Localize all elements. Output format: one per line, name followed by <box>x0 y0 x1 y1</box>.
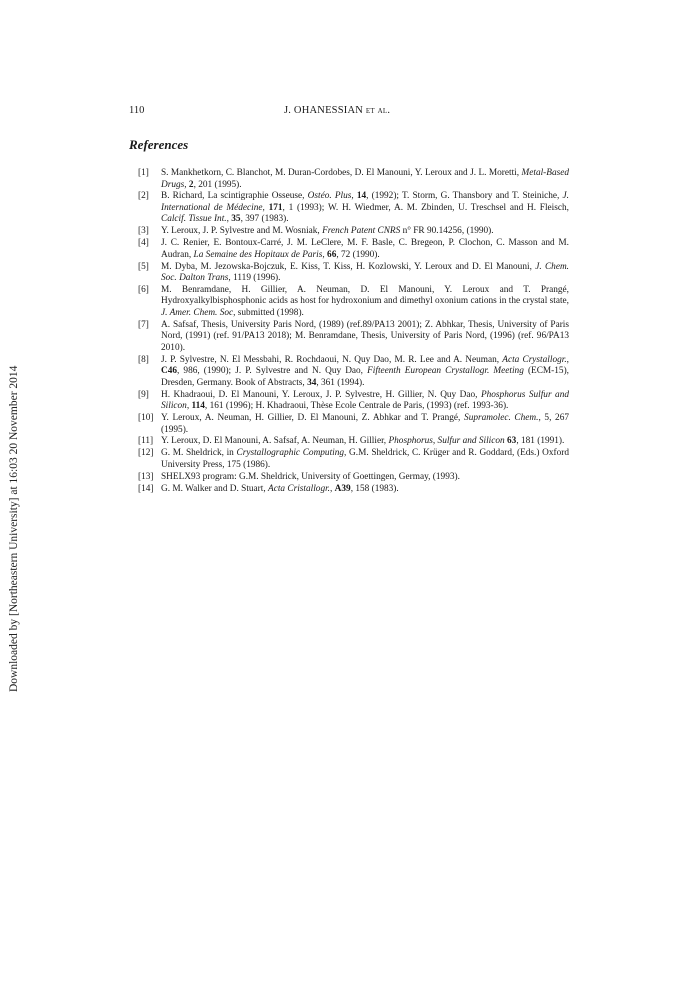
reference-list <box>129 168 569 495</box>
reference-title-italic: Phosphorus, Sulfur and Silicon <box>388 436 505 447</box>
reference-volume-bold: 114 <box>191 401 205 412</box>
reference-text: Y. Leroux, J. P. Sylvestre and M. Wosniak, <box>161 226 323 237</box>
reference-text: , <box>226 214 232 225</box>
reference-text: Y. Leroux, D. El Manouni, A. Safsaf, A. Neuman, H. Gillier, <box>161 436 389 447</box>
reference-text: , <box>262 202 269 213</box>
reference-text: , 181 (1991). <box>516 436 565 447</box>
reference-text: S. Mankhetkorn, C. Blanchot, M. Duran-Cordobes, D. El Manouni, Y. Leroux and J. L. Moretti, <box>161 168 522 178</box>
reference-item <box>129 191 569 226</box>
reference-title-italic: Calcif. Tissue Int. <box>161 214 227 225</box>
reference-number: [3] <box>138 226 149 237</box>
reference-text: J. P. Sylvestre, N. El Messbahi, R. Rochdaoui, N. Quy Dao, M. R. Lee and A. Neuman, <box>161 354 503 365</box>
reference-item <box>129 168 569 191</box>
reference-text: , 201 (1995). <box>193 179 242 190</box>
reference-text: A. Safsaf, Thesis, University Paris Nord, (1989) (ref.89/PA13 2001); Z. Abhkar, Thesis, University of Paris Nord, (1991) (ref. 91/PA13 2018); M. Benramdane, Thesis, University of Paris Nord, (1996) (ref. 96/PA13 2010). <box>161 319 569 353</box>
reference-text: B. Richard, La scintigraphie Osseuse, <box>161 191 308 202</box>
reference-volume-bold: 34 <box>307 377 317 388</box>
page-header <box>129 104 569 118</box>
reference-text: , <box>351 191 357 202</box>
reference-item <box>129 413 569 436</box>
reference-number: [10] <box>138 413 154 424</box>
reference-text: , 1 (1993); W. H. Wiedmer, A. M. Zbinden, U. Treschsel and H. Fleisch, <box>282 202 569 213</box>
reference-item <box>129 285 569 320</box>
reference-text: , G.M. Sheldrick, C. Krüger and R. Goddard, (Eds.) Oxford University Press, 175 (1986). <box>161 448 569 470</box>
reference-text: J. C. Renier, E. Bontoux-Carré, J. M. LeClere, M. F. Basle, C. Bregeon, P. Clochon, C. Masson and M. Audran, <box>161 238 569 260</box>
reference-text: , 5, 267 (1995). <box>161 413 570 435</box>
reference-text: H. Khadraoui, D. El Manouni, Y. Leroux, J. P. Sylvestre, H. Gillier, N. Quy Dao, <box>161 389 481 400</box>
reference-item <box>129 226 569 238</box>
reference-text: , <box>566 354 569 365</box>
reference-volume-bold: 14 <box>356 191 367 202</box>
reference-text: (ECM-15), Dresden, Germany. Book of Abstracts, <box>161 366 569 388</box>
reference-item <box>129 484 569 496</box>
reference-title-italic: J. Amer. Chem. Soc <box>161 307 234 318</box>
reference-text: , 397 (1983). <box>240 214 289 225</box>
reference-item <box>129 436 569 448</box>
reference-number: [11] <box>138 436 154 447</box>
reference-number: [6] <box>138 284 149 295</box>
reference-item <box>129 238 569 261</box>
reference-number: [7] <box>138 319 149 330</box>
reference-text: , 72 (1990). <box>336 249 380 260</box>
reference-title-italic: Metal-Based Drugs <box>161 168 569 190</box>
reference-number: [2] <box>138 191 149 202</box>
reference-item <box>129 262 569 285</box>
reference-volume-bold: 63 <box>507 436 517 447</box>
reference-title-italic: La Semaine des Hopitaux de Paris <box>193 249 323 260</box>
reference-text: , <box>330 483 335 494</box>
reference-number: [5] <box>138 261 149 272</box>
reference-number: [8] <box>138 354 149 365</box>
reference-text: G. M. Walker and D. Stuart, <box>161 483 269 494</box>
reference-item <box>129 355 569 390</box>
reference-number: [14] <box>138 483 154 494</box>
reference-text: , 158 (1983). <box>350 483 399 494</box>
running-head: J. OHANESSIAN et al. <box>284 105 391 116</box>
reference-text: M. Dyba, M. Jezowska-Bojczuk, E. Kiss, T. Kiss, H. Kozlowski, Y. Leroux and D. El Manouni, <box>161 261 536 272</box>
reference-volume-bold: A39 <box>334 483 351 494</box>
reference-item <box>129 390 569 413</box>
reference-text: , 161 (1996); H. Khadraoui, Thèse Ecole Centrale de Paris, (1993) (ref. 1993-36). <box>204 401 509 412</box>
reference-title-italic: Crystallographic Computing <box>236 448 345 459</box>
reference-text: , 1119 (1996). <box>228 273 281 284</box>
reference-title-italic: Acta Crystallogr. <box>502 354 567 365</box>
reference-volume-bold: 66 <box>327 249 337 260</box>
reference-title-italic: Fifteenth European Crystallogr. Meeting <box>367 366 524 377</box>
reference-text: n° FR 90.14256, (1990). <box>400 226 494 237</box>
reference-title-italic: Phosphorus Sulfur and Silicon <box>161 389 569 412</box>
reference-title-italic: Supramolec. Chem. <box>464 413 539 424</box>
reference-number: [4] <box>138 238 149 249</box>
reference-text: G. M. Sheldrick, in <box>161 448 237 459</box>
reference-number: [9] <box>138 389 149 400</box>
reference-text: , 361 (1994). <box>316 377 365 388</box>
reference-volume-bold: 35 <box>231 214 241 225</box>
reference-number: [13] <box>138 471 154 482</box>
reference-item <box>129 448 569 471</box>
reference-number: [1] <box>138 168 149 178</box>
reference-title-italic: Ostéo. Plus <box>307 191 352 202</box>
reference-item <box>129 472 569 484</box>
reference-item <box>129 320 569 355</box>
reference-text: , 986, (1990); J. P. Sylvestre and N. Quy Dao, <box>177 366 368 377</box>
reference-text: Y. Leroux, A. Neuman, H. Gillier, D. El Manouni, Z. Abhkar and T. Prangé, <box>161 413 465 424</box>
reference-text: , <box>186 401 192 412</box>
reference-title-italic: J. Chem. Soc. Dalton Trans <box>161 261 570 284</box>
reference-title-italic: J. International de Médecine <box>161 191 569 213</box>
reference-text: , <box>322 249 328 260</box>
reference-volume-bold: C46 <box>161 366 178 377</box>
reference-text: , <box>184 179 189 190</box>
reference-title-italic: Acta Cristallogr. <box>268 483 331 494</box>
section-title: References <box>129 137 189 152</box>
reference-number: [12] <box>138 448 154 459</box>
reference-text: SHELX93 program: G.M. Sheldrick, University of Goettingen, Germay, (1993). <box>161 471 460 482</box>
reference-volume-bold: 171 <box>268 202 283 213</box>
download-watermark: Downloaded by [Northeastern University] at 16:03 20 November 2014 <box>8 365 20 692</box>
reference-text: M. Benramdane, H. Gillier, A. Neuman, D. El Manouni, Y. Leroux and T. Prangé, Hydroxyalkylbisphosphonic acids as host for hydroxonium and dimethyl oxonium cations in the crystal state, <box>161 284 569 307</box>
reference-title-italic: French Patent CNRS <box>322 226 401 237</box>
reference-volume-bold: 2 <box>188 179 194 190</box>
page-number: 110 <box>129 105 145 116</box>
reference-text: , submitted (1998). <box>233 307 304 318</box>
reference-text: , (1992); T. Storm, G. Thansbory and T. Steiniche, <box>366 191 563 202</box>
